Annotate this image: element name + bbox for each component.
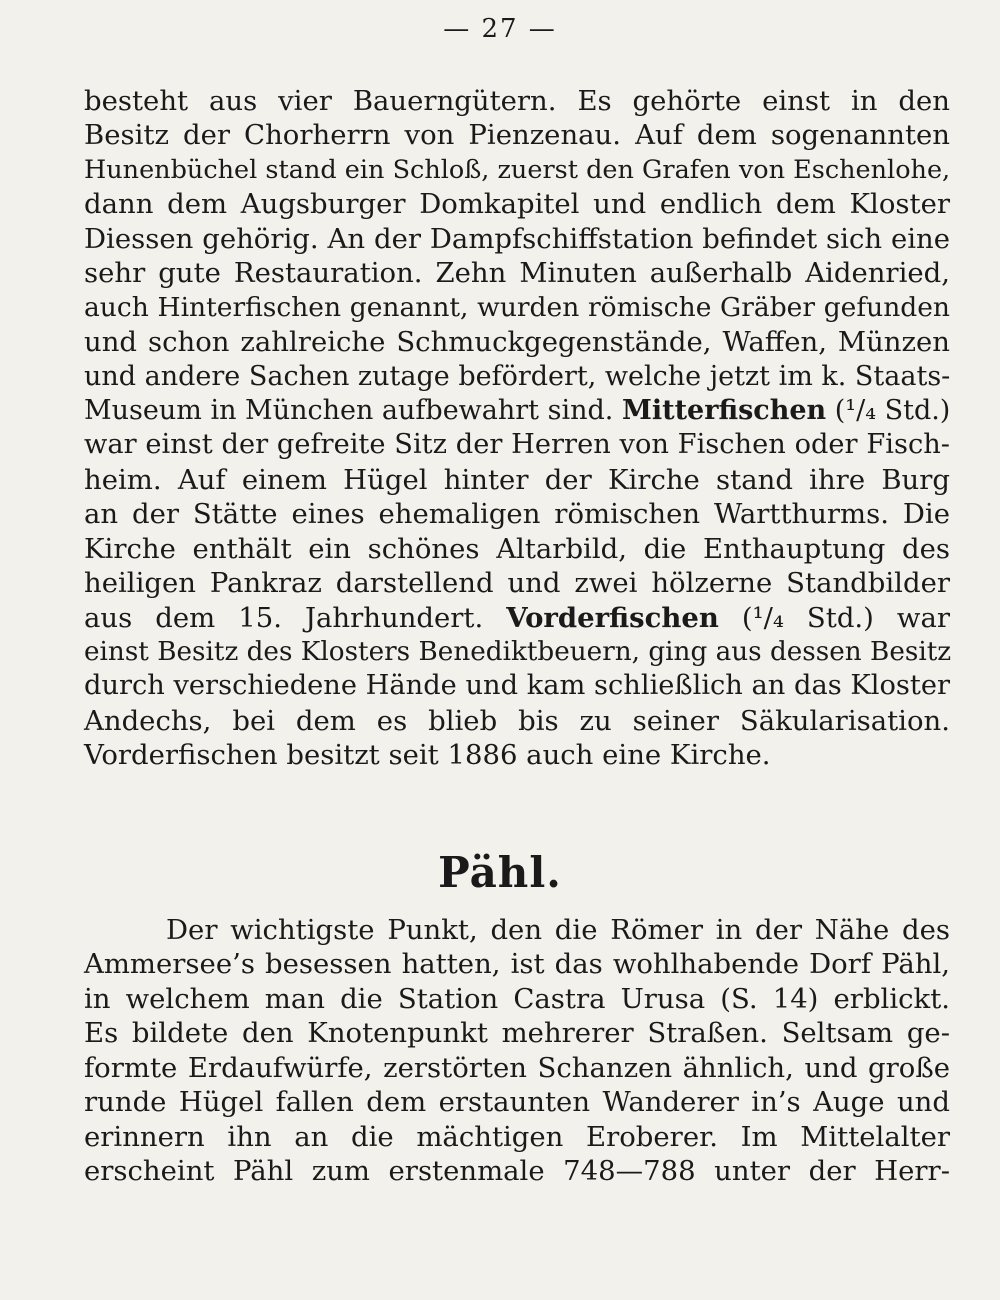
place-name-bold: Vorderfischen xyxy=(506,601,719,634)
text-line: auch Hinterfischen genannt, wurden römische Gräber gefunden xyxy=(84,291,950,323)
text-line: erscheint Pähl zum erstenmale 748—788 unter der Herr- xyxy=(84,1155,950,1188)
place-name-bold: Mitterfischen xyxy=(621,394,827,426)
paragraph-2 xyxy=(84,913,950,1189)
text-line: sehr gute Restauration. Zehn Minuten außerhalb Aidenried, xyxy=(84,257,950,290)
text-line: durch verschiedene Hände und kam schließlich an das Kloster xyxy=(84,670,950,702)
text-line: und andere Sachen zutage befördert, welche jetzt im k. Staats- xyxy=(84,360,951,392)
text-line: Diessen gehörig. An der Dampfschiffstation befindet sich eine xyxy=(84,222,950,255)
text-line: besteht aus vier Bauerngütern. Es gehörte einst in den xyxy=(84,85,950,117)
text-line: in welchem man die Station Castra Urusa (S. 14) erblickt. xyxy=(84,982,950,1015)
text-line: Hunenbüchel stand ein Schloß, zuerst den Grafen von Eschenlohe, xyxy=(84,154,951,185)
text-line: Museum in München aufbewahrt sind. Mitterfischen (¹/₄ Std.) xyxy=(84,394,951,426)
text-line: an der Stätte eines ehemaligen römischen Wartthurms. Die xyxy=(84,498,950,531)
paragraph-1 xyxy=(84,84,950,773)
section-heading: Pähl. xyxy=(438,848,562,897)
text-line: heim. Auf einem Hügel hinter der Kirche stand ihre Burg xyxy=(84,463,950,496)
text-line: Der wichtigste Punkt, den die Römer in der Nähe des xyxy=(166,914,950,946)
text-line: Besitz der Chorherrn von Pienzenau. Auf dem sogenannten xyxy=(84,119,950,152)
text-line: dann dem Augsburger Domkapitel und endlich dem Kloster xyxy=(84,188,950,221)
text-line: und schon zahlreiche Schmuckgegenstände, Waffen, Münzen xyxy=(84,326,950,359)
text-line: runde Hügel fallen dem erstaunten Wanderer in’s Auge und xyxy=(84,1086,950,1119)
text-line: Es bildete den Knotenpunkt mehrerer Straßen. Seltsam ge- xyxy=(84,1017,950,1050)
text-line: erinnern ihn an die mächtigen Eroberer. Im Mittelalter xyxy=(84,1120,950,1153)
text-line: heiligen Pankraz darstellend und zwei hölzerne Standbilder xyxy=(84,567,950,600)
text-line: Kirche enthält ein schönes Altarbild, die Enthauptung des xyxy=(84,532,950,565)
text-line: einst Besitz des Klosters Benediktbeuern, ging aus dessen Besitz xyxy=(84,637,952,667)
text-line: Andechs, bei dem es blieb bis zu seiner Säkularisation. xyxy=(84,704,950,737)
page-number: — 27 — xyxy=(443,14,557,44)
text-line: aus dem 15. Jahrhundert. Vorderfischen (¹/₄ Std.) war xyxy=(84,601,951,634)
text-line: Ammersee’s besessen hatten, ist das wohlhabende Dorf Pähl, xyxy=(84,948,950,981)
text-line: formte Erdaufwürfe, zerstörten Schanzen ähnlich, und große xyxy=(84,1051,950,1084)
text-line: Vorderfischen besitzt seit 1886 auch eine Kirche. xyxy=(84,739,771,772)
text-line: war einst der gefreite Sitz der Herren von Fischen oder Fisch- xyxy=(84,429,950,461)
